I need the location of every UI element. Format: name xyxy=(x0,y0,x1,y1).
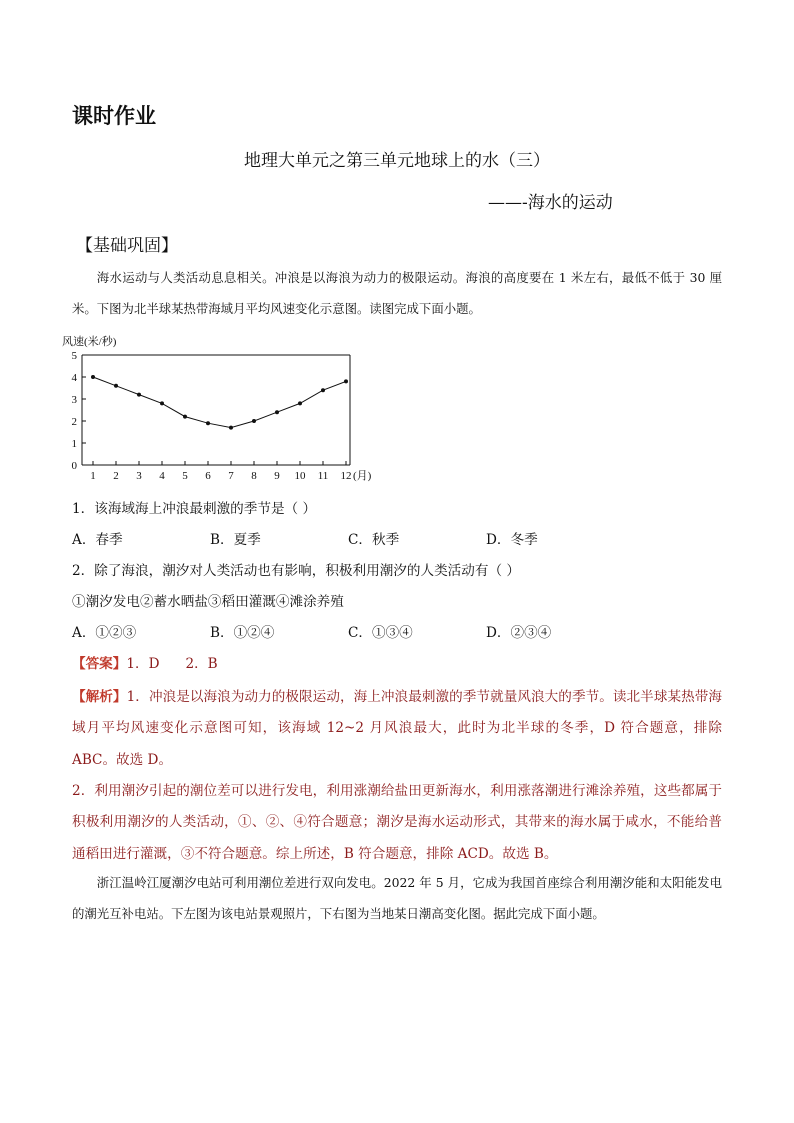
question-1-stem: 1．该海域海上冲浪最刺激的季节是（ ） xyxy=(72,501,317,517)
x-tick-label: 11 xyxy=(317,470,329,482)
x-axis-unit: (月) xyxy=(353,470,372,482)
q2-option-c: C．①③④ xyxy=(348,625,413,641)
data-point xyxy=(206,421,210,425)
homework-title: 课时作业 xyxy=(72,104,156,128)
q1-option-d: D．冬季 xyxy=(486,532,538,548)
x-tick-label: 12 xyxy=(340,470,352,482)
page-title: 地理大单元之第三单元地球上的水（三） xyxy=(244,151,550,171)
x-tick-label: 10 xyxy=(294,470,306,482)
chart-axes xyxy=(82,355,350,465)
wind-speed-line xyxy=(93,377,346,428)
q1-option-c: C．秋季 xyxy=(348,532,400,548)
x-tick-label: 6 xyxy=(205,470,211,482)
data-point xyxy=(183,415,187,419)
data-point xyxy=(252,419,256,423)
data-point xyxy=(137,393,141,397)
question-2-items: ①潮汐发电②蓄水晒盐③稻田灌溉④滩涂养殖 xyxy=(72,594,344,610)
x-tick-label: 8 xyxy=(251,470,257,482)
question-2-stem: 2．除了海浪，潮汐对人类活动也有影响，积极利用潮汐的人类活动有（ ） xyxy=(72,563,520,579)
data-point xyxy=(298,401,302,405)
analysis-part-1: 1．冲浪是以海浪为动力的极限运动，海上冲浪最刺激的季节就量风浪大的季节。读北半球某热带海域月平均风速变化示意图可知，该海域 12~2 月风浪最大，此时为北半球的冬季，D 符合题意，排除 ABC。故选 D。 xyxy=(72,689,723,768)
y-tick-label: 4 xyxy=(71,372,77,384)
answer-block xyxy=(72,652,218,672)
q2-option-b: B．①②④ xyxy=(210,625,275,641)
data-point xyxy=(91,375,95,379)
analysis-label: 【解析】 xyxy=(72,689,127,705)
q2-option-a: A．①②③ xyxy=(72,625,137,641)
y-tick-label: 2 xyxy=(71,416,77,428)
y-tick-label: 3 xyxy=(71,394,77,406)
x-tick-label: 9 xyxy=(274,470,280,482)
data-point xyxy=(321,388,325,392)
y-tick-label: 5 xyxy=(71,350,77,362)
page-subtitle: ——-海水的运动 xyxy=(488,193,613,213)
x-tick-label: 3 xyxy=(136,470,142,482)
data-point xyxy=(344,379,348,383)
analysis-block xyxy=(72,682,722,776)
q2-option-d: D．②③④ xyxy=(486,625,552,641)
x-tick-label: 5 xyxy=(182,470,188,482)
data-point xyxy=(160,401,164,405)
x-tick-label: 1 xyxy=(90,470,96,482)
section-heading: 【基础巩固】 xyxy=(76,236,178,256)
q1-option-b: B．夏季 xyxy=(210,532,261,548)
y-tick-label: 0 xyxy=(71,460,77,472)
data-point xyxy=(275,410,279,414)
wind-speed-chart xyxy=(60,333,372,485)
q1-option-a: A．春季 xyxy=(72,532,123,548)
data-point xyxy=(114,384,118,388)
x-tick-label: 2 xyxy=(113,470,119,482)
answer-text: 1．D 2．B xyxy=(126,656,218,672)
data-point xyxy=(229,426,233,430)
passage-1: 海水运动与人类活动息息相关。冲浪是以海浪为动力的极限运动。海浪的高度要在 1 米左右，最低不低于 30 厘米。下图为北半球某热带海域月平均风速变化示意图。读图完成下面小题。 xyxy=(72,270,722,316)
x-tick-label: 7 xyxy=(228,470,234,482)
passage-2: 浙江温岭江厦潮汐电站可利用潮位差进行双向发电。2022 年 5 月，它成为我国首座综合利用潮汐能和太阳能发电的潮光互补电站。下左图为该电站景观照片，下右图为当地某日潮高变化图。据此完成下面小题。 xyxy=(72,875,722,921)
answer-label: 【答案】 xyxy=(72,656,127,672)
y-tick-label: 1 xyxy=(71,438,77,450)
x-tick-label: 4 xyxy=(159,470,165,482)
analysis-part-2: 2．利用潮汐引起的潮位差可以进行发电，利用涨潮给盐田更新海水，利用涨落潮进行滩涂养殖，这些都属于积极利用潮汐的人类活动，①、②、④符合题意；潮汐是海水运动形式，其带来的海水属于咸水，不能给普通稻田进行灌溉，③不符合题意。综上所述，B 符合题意，排除 ACD。故选 B。 xyxy=(72,783,722,862)
y-axis-label: 风速(米/秒) xyxy=(62,336,117,348)
